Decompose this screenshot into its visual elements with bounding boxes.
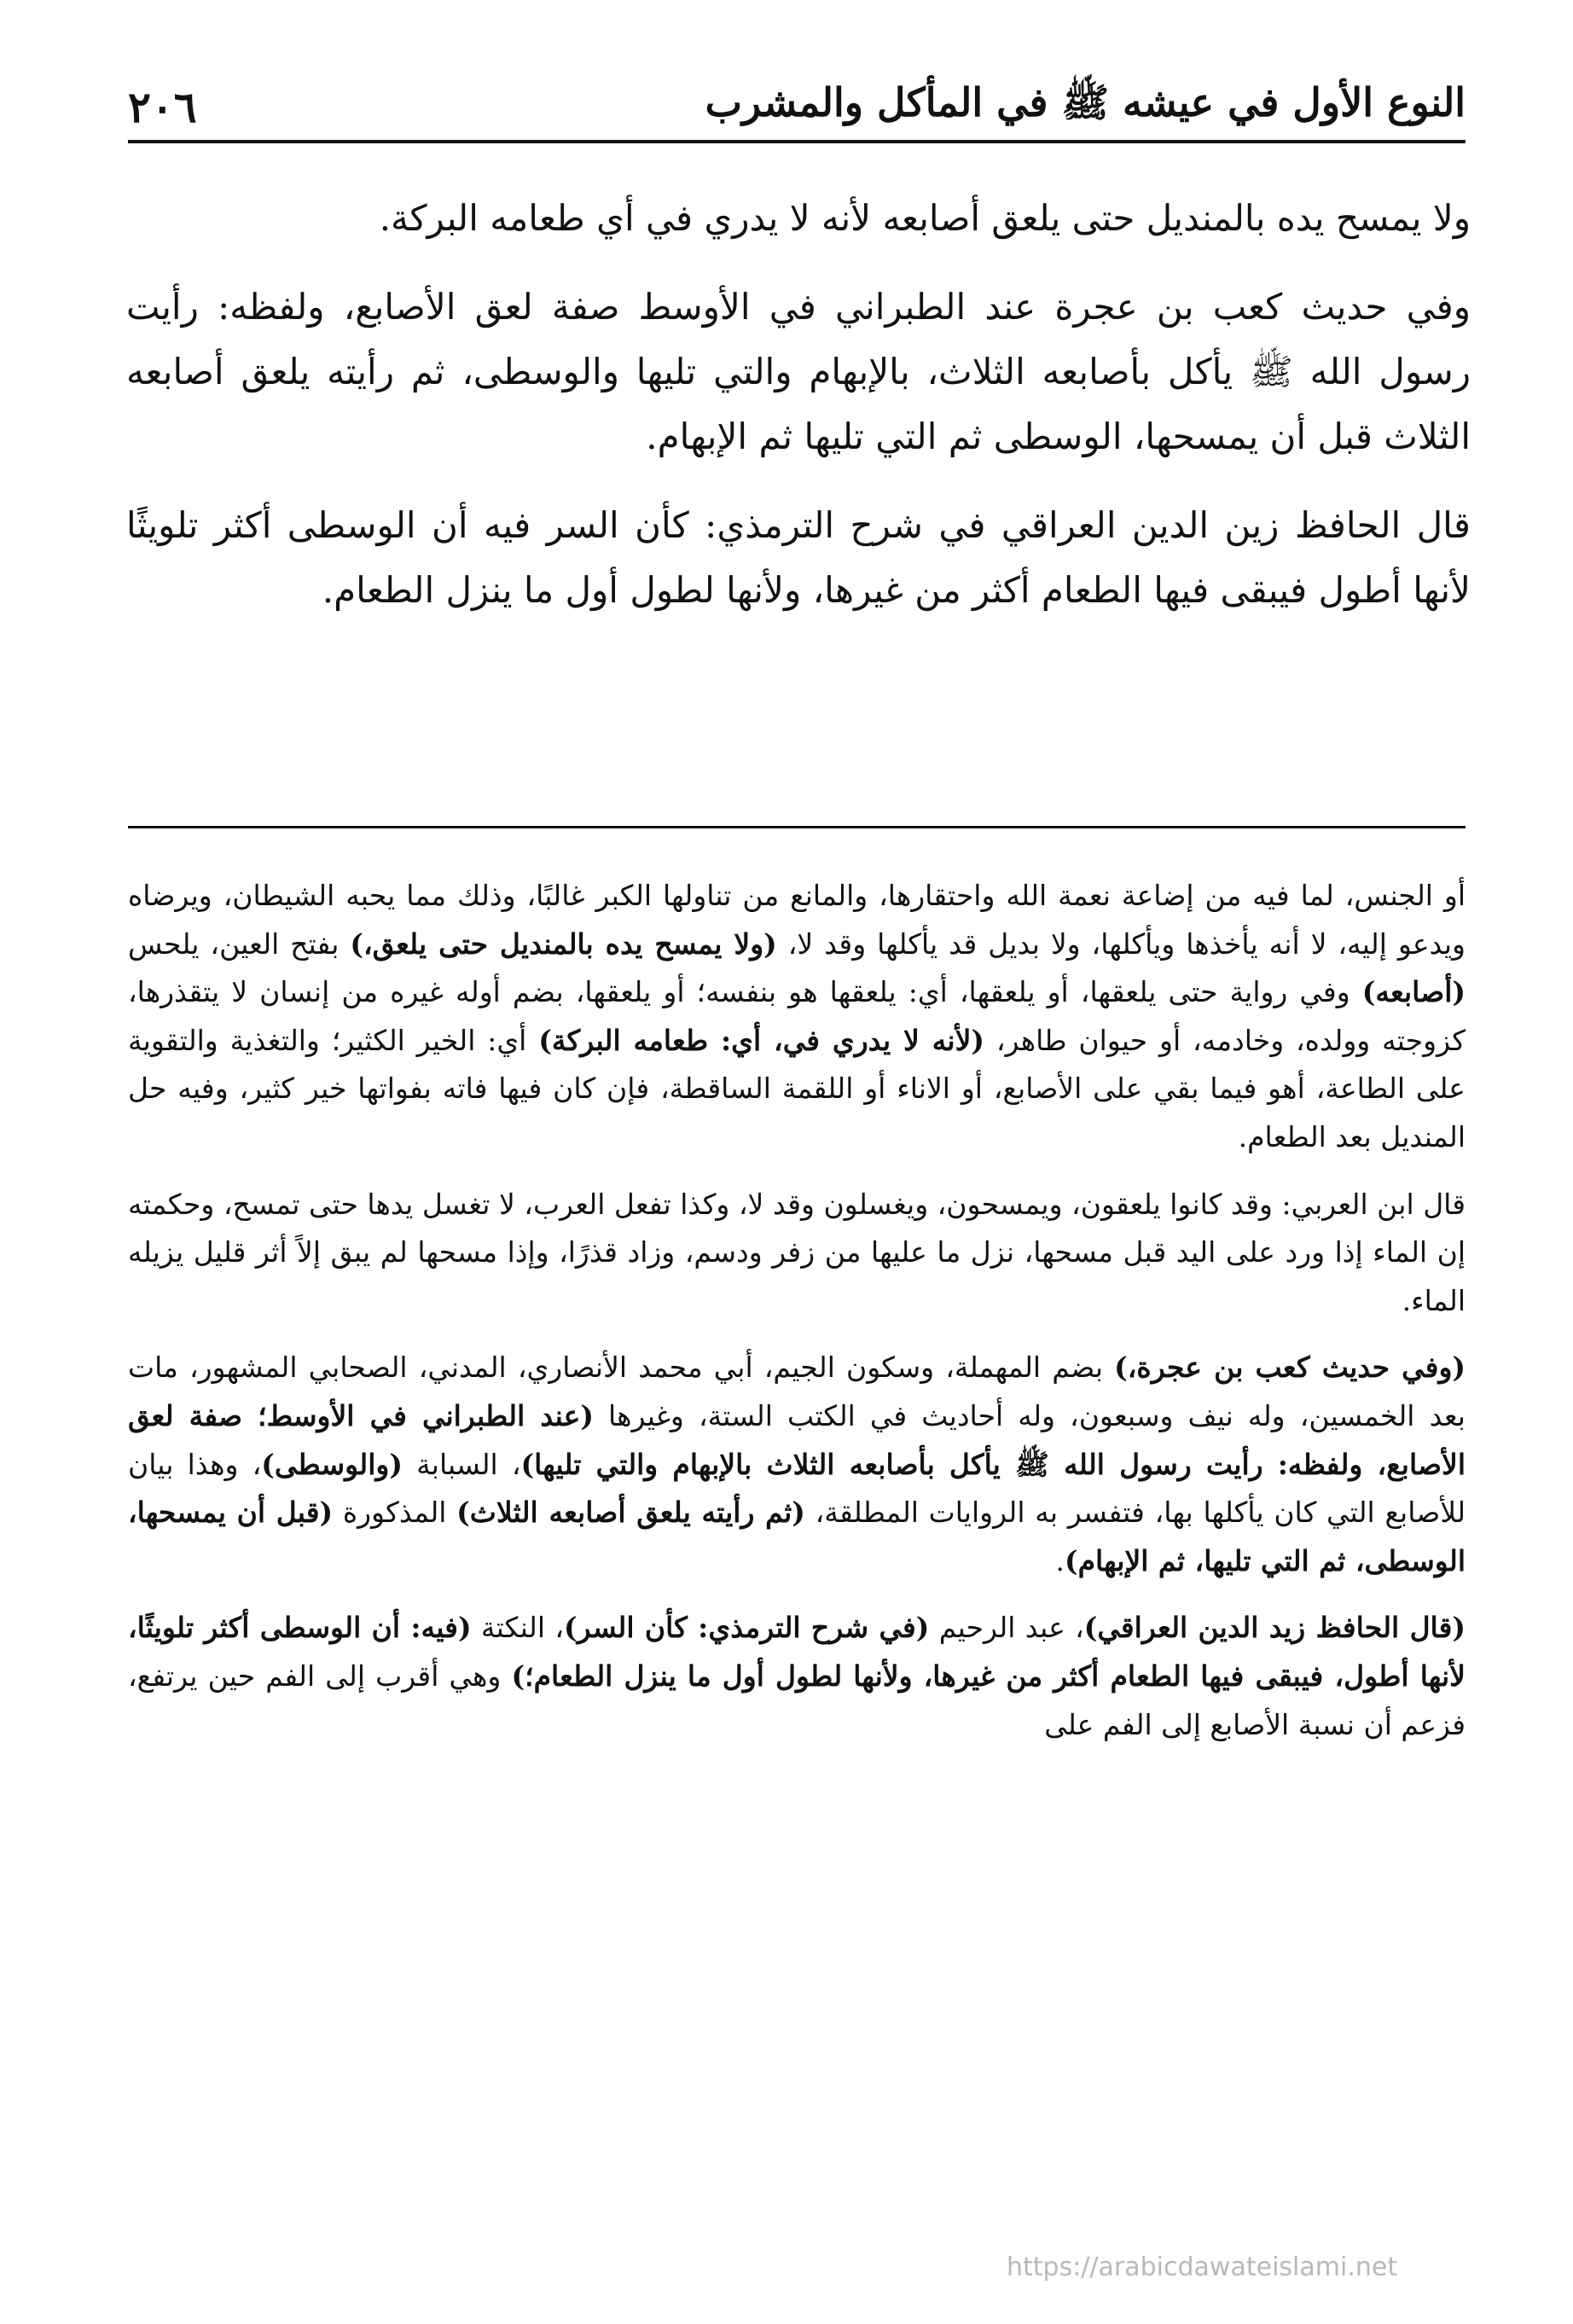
quoted-text: (قال الحافظ زيد الدين العراقي) [1083, 1611, 1466, 1645]
commentary-text-run: المذكورة [333, 1496, 457, 1530]
quoted-text: (ولا يمسح يده بالمنديل حتى يلعق،) [350, 927, 777, 961]
commentary-text-run: . [1055, 1543, 1065, 1577]
commentary-text-run: ، السبابة [402, 1447, 521, 1481]
commentary-text-run: وفي رواية حتى يلعقها، أو يلعقها، أي: يلعقها هو بنفسه؛ أو يلعقها، بضم أوله غيره من إنسان لا يتقذرها، كزوجته وولده، وخادمه، أو حيوان طاهر، [128, 975, 1466, 1057]
commentary-text-run: ، وهذا بيان للأصابع التي كان يأكلها بها، فتفسر به الروايات المطلقة، [128, 1447, 1466, 1530]
commentary-text-run: بضم المهملة، وسكون الجيم، أبي محمد الأنصاري، المدني، الصحابي المشهور، مات بعد الخمسين، وله نيف وسبعون، وله أحاديث في الكتب الستة، وغيرها [128, 1351, 1466, 1432]
quoted-text: (أصابعه) [1361, 975, 1466, 1009]
quoted-text: (قبل أن يمسحها، الوسطى، ثم التي تليها، ثم الإبهام) [128, 1496, 1466, 1577]
main-text [126, 186, 1471, 647]
footnote-separator [128, 826, 1466, 828]
page-number: ٢٠٦ [128, 81, 197, 132]
commentary-text-run: وهي أقرب إلى الفم حين يرتفع، فزعم أن نسبة الأصابع إلى الفم على [128, 1659, 1466, 1741]
commentary-text [128, 872, 1466, 1768]
main-paragraph-3: قال الحافظ زين الدين العراقي في شرح الترمذي: كأن السر فيه أن الوسطى أكثر تلويثًا لأنها أطول فيبقى فيها الطعام أكثر من غيرها، ولأنها لطول أول ما ينزل الطعام. [126, 504, 1471, 611]
commentary-text-run: ، النكتة [471, 1611, 564, 1645]
quoted-text: (لأنه لا يدري في، أي: طعامه البركة) [538, 1023, 985, 1057]
commentary-paragraph-4 [128, 1604, 1466, 1749]
commentary-text-run: أي: الخير الكثير؛ والتغذية والتقوية على الطاعة، أهو فيما بقي على الأصابع، أو الاناء أو اللقمة الساقطة، فإن كان فيها فاته بفواتها خير كثير، وفيه حل المنديل بعد الطعام. [128, 1023, 1466, 1153]
quoted-text: (والوسطى) [261, 1447, 403, 1481]
main-paragraph-2: وفي حديث كعب بن عجرة عند الطبراني في الأوسط صفة لعق الأصابع، ولفظه: رأيت رسول الله ﷺ يأكل بأصابعه الثلاث، بالإبهام والتي تليها والوسطى، ثم رأيته يلعق أصابعه الثلاث قبل أن يمسحها، الوسطى ثم التي تليها ثم الإبهام. [126, 286, 1471, 457]
quoted-text: (في شرح الترمذي: كأن السر) [564, 1611, 930, 1645]
commentary-paragraph-3 [128, 1344, 1466, 1585]
commentary-paragraph-2: قال ابن العربي: وقد كانوا يلعقون، ويمسحون، ويغسلون وقد لا، وكذا تفعل العرب، لا تغسل يدها حتى تمسح، وحكمته إن الماء إذا ورد على اليد قبل مسحها، نزل ما عليها من زفر ودسم، وزاد قذرًا، وإذا مسحها لم يبق إلاً أثر قليل يزيله الماء. [128, 1187, 1466, 1317]
running-title: النوع الأول في عيشه ﷺ في المأكل والمشرب [705, 78, 1466, 125]
main-paragraph-1: ولا يمسح يده بالمنديل حتى يلعق أصابعه لأنه لا يدري في أي طعامه البركة. [379, 197, 1471, 239]
watermark-url: https://arabicdawateislami.net [1007, 2252, 1398, 2282]
quoted-text: (فيه: أن الوسطى أكثر تلويثًا، لأنها أطول، فيبقى فيها الطعام أكثر من غيرها، ولأنها لطول أول ما ينزل الطعام؛) [128, 1611, 1466, 1693]
quoted-text: (وفي حديث كعب بن عجرة،) [1114, 1351, 1466, 1385]
quoted-text: (عند الطبراني في الأوسط؛ صفة لعق الأصابع، ولفظه: رأيت رسول الله ﷺ يأكل بأصابعه الثلاث بالإبهام والتي تليها) [128, 1398, 1466, 1481]
commentary-paragraph-1 [128, 872, 1466, 1162]
quoted-text: (ثم رأيته يلعق أصابعه الثلاث) [456, 1496, 805, 1530]
commentary-text-run: ، عبد الرحيم [929, 1611, 1084, 1645]
commentary-text-run: بفتح العين، يلحس [128, 927, 351, 961]
commentary-text-run: أو الجنس، لما فيه من إضاعة نعمة الله واحتقارها، والمانع من تناولها الكبر غالبًا، وذلك مما يحبه الشيطان، ويرضاه ويدعو إليه، لا أنه يأخذها ويأكلها، ولا بديل قد يأكلها وقد لا، [128, 879, 1466, 961]
page-header [128, 73, 1466, 143]
